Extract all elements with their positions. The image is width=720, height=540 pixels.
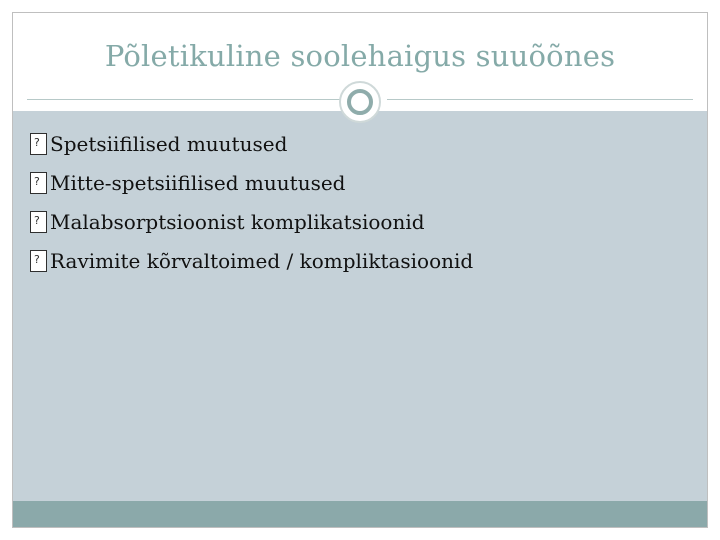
bullet-text: Spetsiifilised muutused: [50, 131, 288, 156]
missing-glyph-icon: [30, 250, 47, 272]
missing-glyph-icon: [30, 133, 47, 155]
circle-ornament-icon: [339, 81, 381, 123]
bullet-item: [30, 124, 473, 163]
bullet-text: Malabsorptsioonist komplikatsioonid: [50, 209, 425, 234]
slide-title: Põletikuline soolehaigus suuõõnes: [104, 39, 616, 73]
missing-glyph-icon: [30, 211, 47, 233]
circle-ornament-inner: [347, 89, 373, 115]
missing-glyph-icon: [30, 172, 47, 194]
title-divider-left: [27, 99, 342, 100]
bullet-text: Ravimite kõrvaltoimed / kompliktasioonid: [50, 248, 474, 273]
title-divider-right: [387, 99, 693, 100]
slide-frame: [12, 12, 708, 528]
bullet-list: [30, 124, 473, 280]
bullet-item: [30, 202, 473, 241]
bullet-text: Mitte-spetsiifilised muutused: [50, 170, 346, 195]
footer-bar: [13, 501, 707, 527]
bullet-item: [30, 163, 473, 202]
bullet-item: [30, 241, 473, 280]
